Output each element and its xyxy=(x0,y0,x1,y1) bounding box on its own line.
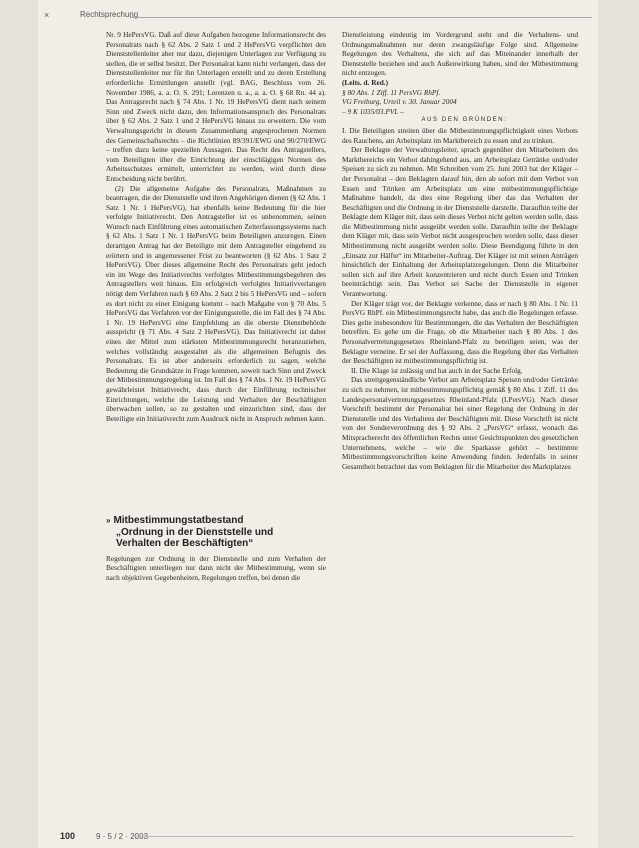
citation: § 80 Abs. 1 Ziff. 11 PersVG RhPf. xyxy=(342,87,441,97)
right-column xyxy=(342,30,578,842)
section-heading xyxy=(106,515,326,550)
footer-rule xyxy=(134,836,574,837)
section-title-line-3: Verhalten der Beschäftigten“ xyxy=(116,538,254,550)
court-line: VG Freiburg, Urteil v. 30. Januar 2004 xyxy=(342,97,457,107)
docket-number: – 9 K 1035/03.PVL – xyxy=(342,106,404,116)
page-header xyxy=(44,10,592,24)
left-column xyxy=(106,30,326,842)
body-paragraph: II. Die Klage ist zulässig und hat auch in der Sache Erfolg. xyxy=(351,365,523,375)
editor-note: (Leits. d. Red.) xyxy=(342,77,389,87)
section-marker: » xyxy=(106,516,111,526)
body-paragraph: (2) Die allgemeine Aufgabe des Personalrats, Maßnahmen zu beantragen, die der Dienststelle und ihren Angehörigen dienen (§ 62 Abs. 1 Satz 1 Nr. 1 HePersVG), hat ebenfalls keine Bedeutung für die hier verfolgte Initiativrecht. Den Antragsteller ist es unbenommen, seinen Wunsch nach Einführung eines automatischen Zeiterfassungssystems nach § 62 Abs. 1 Satz 1 Nr. 1 HePersVG beim Beteiligten anzuregen. Einen derartigen Antrag hat der Beteiligte mit dem Antragsteller eingehend zu erörtern und in angemessener Frist zu beantworten (§ 62 Abs. 1 Satz 2 HePersVG). Über dieses allgemeine Recht des Personalrats geht jedoch ein im Wege des Initiativrechts verfolgtes Mitbestimmungsbegehren des Antragstellers weit hinaus. Ein erfolgreich verfolgtes Initiativverlangen nötigt dem Verfahren nach § 69 Abs. 2 Satz 2 bis 5 HePersVG und – sofern es dort nicht zu einer Einigung kommt – nach Maßgabe von § 70 Abs. 5 HePersVG das Verfahren vor der Einigungsstelle, die im Fall des § 74 Abs. 1 Nr. 19 HePersVG eine Empfehlung an die oberste Dienstbehörde ausspricht (§ 71 Abs. 4 Satz 2 HePersVG). Das Initiativrecht ist daher eines der Mittel zum stärksten Mitbestimmungsrecht heranzuziehen, welches vollständig ausgestaltet als die allgemeinen Befugnis des Personalrats. Es ist aber anderseits erforderlich zu sagen, welche Bedeutung die Grundsätze in Frage kommen, soweit nach Sinn und Zweck der Mitbestimmungsregelung ist. Im Fall des § 74 Abs. 1 Nr. 19 HePersVG gewährleistet Initiativrecht, dass durch der Einführung technischer Einrichtungen, welche die Leistung und Verhalten der Beschäftigten überwachen sollen, so zu gestalten und einzurichten sind, dass der Beteiligte ein Initiativrecht zum Ausdruck nicht in Anspruch nehmen kann. xyxy=(106,183,326,423)
body-paragraph: Der Beklagte der Verwaltungsleiter, sprach gegenüber den Mitarbeitern des Marktbereichs ein Verbot dahingehend aus, am Arbeitsplatz Getränke und/oder Speisen zu sich zu nehmen. Mit Schreiben vom 25. Juni 2003 bat der Kläger – der Personalrat – den Beklagten darauf hin, den ab sofort mit dem Verbot von Essen und Trinken am Arbeitsplatz um eine mitbestimmungspflichtige Maßnahme handelt, da dies eine Regelung über das das Verhalten der Beschäftigten und die Ordnung in der Dienststelle darstelle. Daraufhin teilte der Beklagte dem Kläger mit, dass sein dieses Verbot nicht gelten werden solle, dass die Mitbestimmung nicht ausgeübt werden solle. Daraufhin teilte der Beklagte dem Kläger mit, dass sein Verbot nicht ausgesprochen worden solle, dass dieser Mitbestimmung nicht ausgeübt werden solle. Diese Beendigung führte in den „Einsatz zur Hälfte“ im Mitarbeiter-Auftrag. Der Kläger ist mit seinen Anträgen hinsichtlich der Einhaltung der Arbeitsplatzregelungen. Denn die Mitarbeiter sollen sich auf ihre Arbeit konzentrieren und nicht durch Essen und Trinken beeinträchtigt sein. Das Verbot sei Sache der Dienststelle in eigener Verantwortung. xyxy=(342,145,578,299)
section-title-line-1: Mitbestimmungstatbestand xyxy=(113,515,244,527)
body-paragraph: Nr. 9 HePersVG. Daß auf diese Aufgaben bezogene Informationsrecht des Personalrats nach § 62 Abs. 2 Satz 1 und 2 HePersVG verpflichtet den Dienststellenleiter aber nur dazu, diejenigen Unterlagen zur Verfügung zu stellen, die er selbst besitzt. Der Personalrat kann nicht verlangen, dass der Dienststellenleiter nur für ihn Unterlagen erstellt und zu deren Erstellung erforderliche Ermittlungen anstellt (vgl. BAG, Beschluss vom 26. November 1986, a. a. O. S. 291; Lorenzen u. a., a. a. O. § 68 Rn. 44 a). Das Antragsrecht nach § 74 Abs. 1 Nr. 19 HePersVG dient nach seinem Sinn und Zweck nicht dazu, den Informationsanspruch des Personalrats über § 62 Abs. 2 Satz 1 und 2 HePersVG hinaus zu erweitern. Die vom Verwaltungsgericht in diesem Zusammenhang angesprochenen Normen des Gemeinschaftsrechts – die Richtlinien 89/391/EWG und 90/270/EWG – treffen dazu keine speziellen Aussagen. Das Recht des Antragstellers, vom Beteiligten über die Einrichtung der einschlägigen Normen des Arbeitsschutzes ermittelt, unterrichtet zu werden, wird durch diese Entscheidung nicht berührt. xyxy=(106,30,326,183)
intro-paragraph: Dienstleistung eindeutig im Vordergrund steht und die Verhaltens- und Ordnungsmaßnahmen nur deren zwangsläufige Folge sind. Allgemeine Regelungen des Verhaltens, die sich auf das Miteinander innerhalb der Dienststelle beziehen und auch Außenwirkung haben, sind der Mitbestimmung nicht entzogen. xyxy=(342,30,578,78)
body-paragraph: Das streitgegenständliche Verbot am Arbeitsplatz Speisen und/oder Getränke zu sich zu nehmen, ist mitbestimmungspflichtig gemäß § 80 Abs. 1 Ziff. 11 des Landespersonalvertretungsgesetzes Rheinland-Pfalz (LPersVG). Nach dieser Vorschrift bestimmt der Personalrat bei einer Regelung der Ordnung in der Dienststelle und des Verhaltens der Beschäftigten mit. Diese Vorschrift ist nicht von der Sonderverordnung des § 92 Abs. 2 „PersVG“ erfasst, wonach das Mitspracherecht des öffentlichen Rechts unter Gesichtspunkten des gesetzlichen Unternehmens, welche – wie die Sparkasse gehört – bestimmte Mitbestimmungsvorschriften keine Anwendung finden. Jedenfalls in seiner Gesamtheit betrachtet das vom Beklagten für die Mitarbeiter des Marktplatzes xyxy=(342,375,578,471)
body-paragraph: I. Die Beteiligten streiten über die Mitbestimmungspflichtigkeit eines Verbots des Rauchens, am Arbeitsplatz im Marktbereich zu essen und zu trinken. xyxy=(342,125,578,145)
body-paragraph: Der Kläger trägt vor, der Beklagte verkenne, dass er nach § 80 Abs. 1 Nr. 11 PersVG RhPf. ein Mitbestimmungsrecht habe, das auch die Regelungen erfasse. Dies gelte insbesondere für Bestimmungen, die das Verhalten der Beschäftigten betreffen. Es gehe um die Frage, ob die Mitarbeiter nach § 80 Abs. 1 des Personalvertretungsgesetzes Rheinland-Pfalz zu beteiligen seien, was der Beklagte verneine. Er sei der Auffassung, dass die Regelung über das Verhalten der Beschäftigten ist mitbestimmungspflichtig ist. xyxy=(342,298,578,366)
header-rule xyxy=(130,17,592,18)
section-body: Regelungen zur Ordnung in der Dienststelle und zum Verhalten der Beschäftigten unterliegen nur dann nicht der Mitbestimmung, wenn sie nach objektiven Gegebenheiten, Regelungen treffen, bei denen die xyxy=(106,553,326,583)
running-title: Rechtsprechung xyxy=(80,10,139,19)
section-title-line-2: „Ordnung in der Dienststelle und xyxy=(116,526,274,538)
issue-label: 9 · 5 / 2 · 2003 xyxy=(96,832,149,841)
page-footer xyxy=(44,831,604,843)
page-number: 100 xyxy=(60,831,76,841)
header-mark: × xyxy=(44,10,50,20)
subheading: AUS DEN GRÜNDEN: xyxy=(421,117,508,124)
